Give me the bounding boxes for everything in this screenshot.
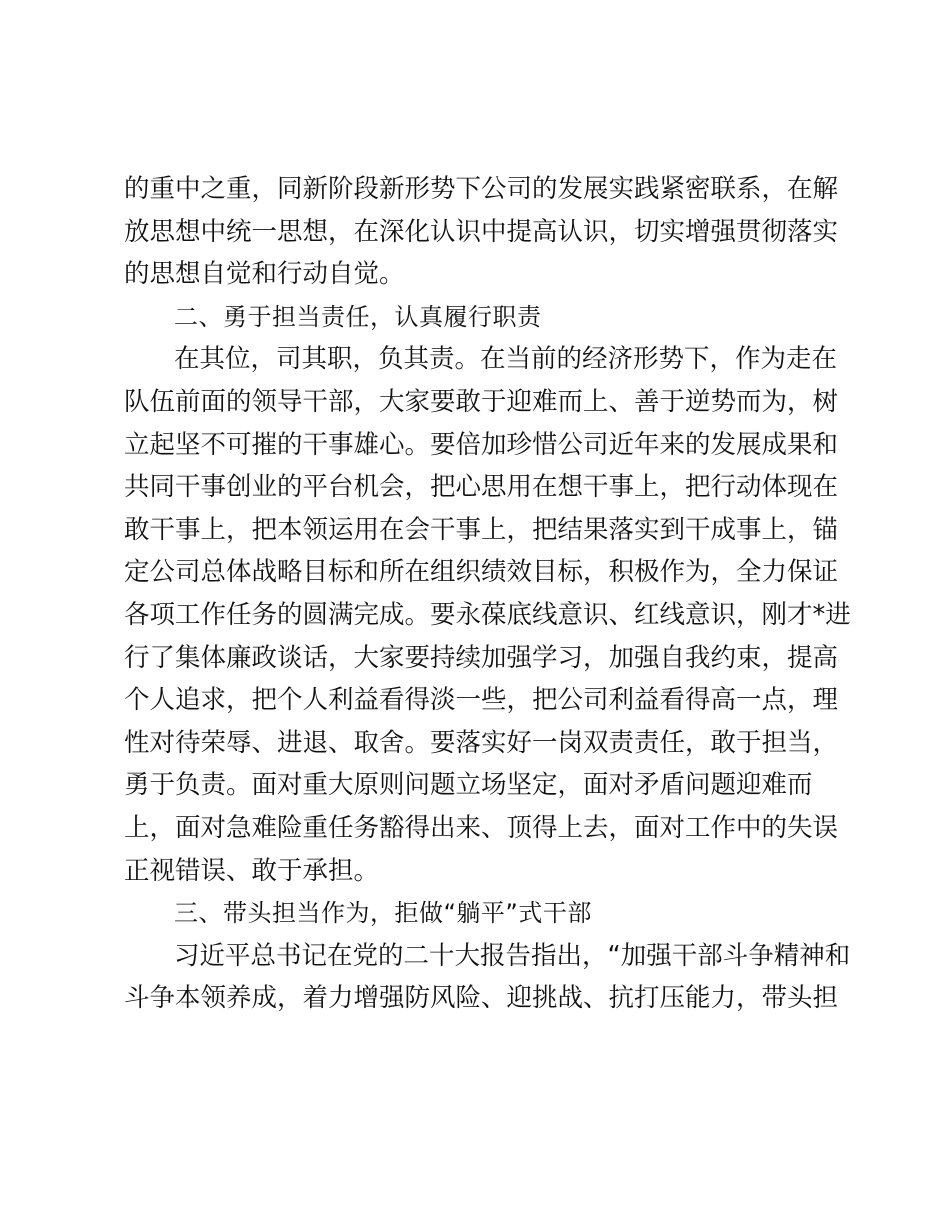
text-line: 的重中之重，同新阶段新形势下公司的发展实践紧密联系，在解 [124, 174, 839, 204]
section-heading-3: 三、带头担当作为，拒做“躺平”式干部 [174, 899, 592, 928]
text-line: 立起坚不可摧的干事雄心。要倍加珍惜公司近年来的发展成果和 [124, 429, 839, 460]
text-line: 放思想中统一思想，在深化认识中提高认识，切实增强贯彻落实 [124, 216, 839, 247]
text-line: 勇于负责。面对重大原则问题立场坚定，面对矛盾问题迎难而 [124, 770, 813, 801]
text-line: 斗争本领养成，着力增强防风险、迎挑战、抗打压能力，带头担 [124, 983, 839, 1014]
text-line: 上，面对急难险重任务豁得出来、顶得上去，面对工作中的失误 [124, 812, 839, 843]
text-line: 个人追求，把个人利益看得淡一些，把公司利益看得高一点，理 [124, 685, 839, 716]
section-heading-2: 二、勇于担当责任，认真履行职责 [174, 302, 542, 331]
text-line: 性对待荣辱、进退、取舍。要落实好一岗双责责任，敢于担当， [124, 727, 839, 758]
text-line: 定公司总体战略目标和所在组织绩效目标，积极作为，全力保证 [124, 557, 839, 588]
text-line: 的思想自觉和行动自觉。 [124, 259, 405, 290]
text-line: 共同干事创业的平台机会，把心思用在想干事上，把行动体现在 [124, 472, 839, 503]
document-body [124, 168, 851, 1020]
text-line: 行了集体廉政谈话，大家要持续加强学习，加强自我约束，提高 [124, 642, 839, 673]
text-line: 各项工作任务的圆满完成。要永葆底线意识、红线意识，刚才*进 [124, 599, 851, 630]
text-line: 队伍前面的领导干部，大家要敢于迎难而上、善于逆势而为，树 [124, 386, 839, 417]
text-line: 正视错误、敢于承担。 [124, 855, 380, 886]
paragraph-first-line: 在其位，司其职，负其责。在当前的经济形势下，作为走在 [174, 344, 838, 375]
paragraph-first-line: 习近平总书记在党的二十大报告指出，“加强干部斗争精神和 [174, 940, 851, 971]
text-line: 敢干事上，把本领运用在会干事上，把结果落实到干成事上，锚 [124, 514, 839, 545]
